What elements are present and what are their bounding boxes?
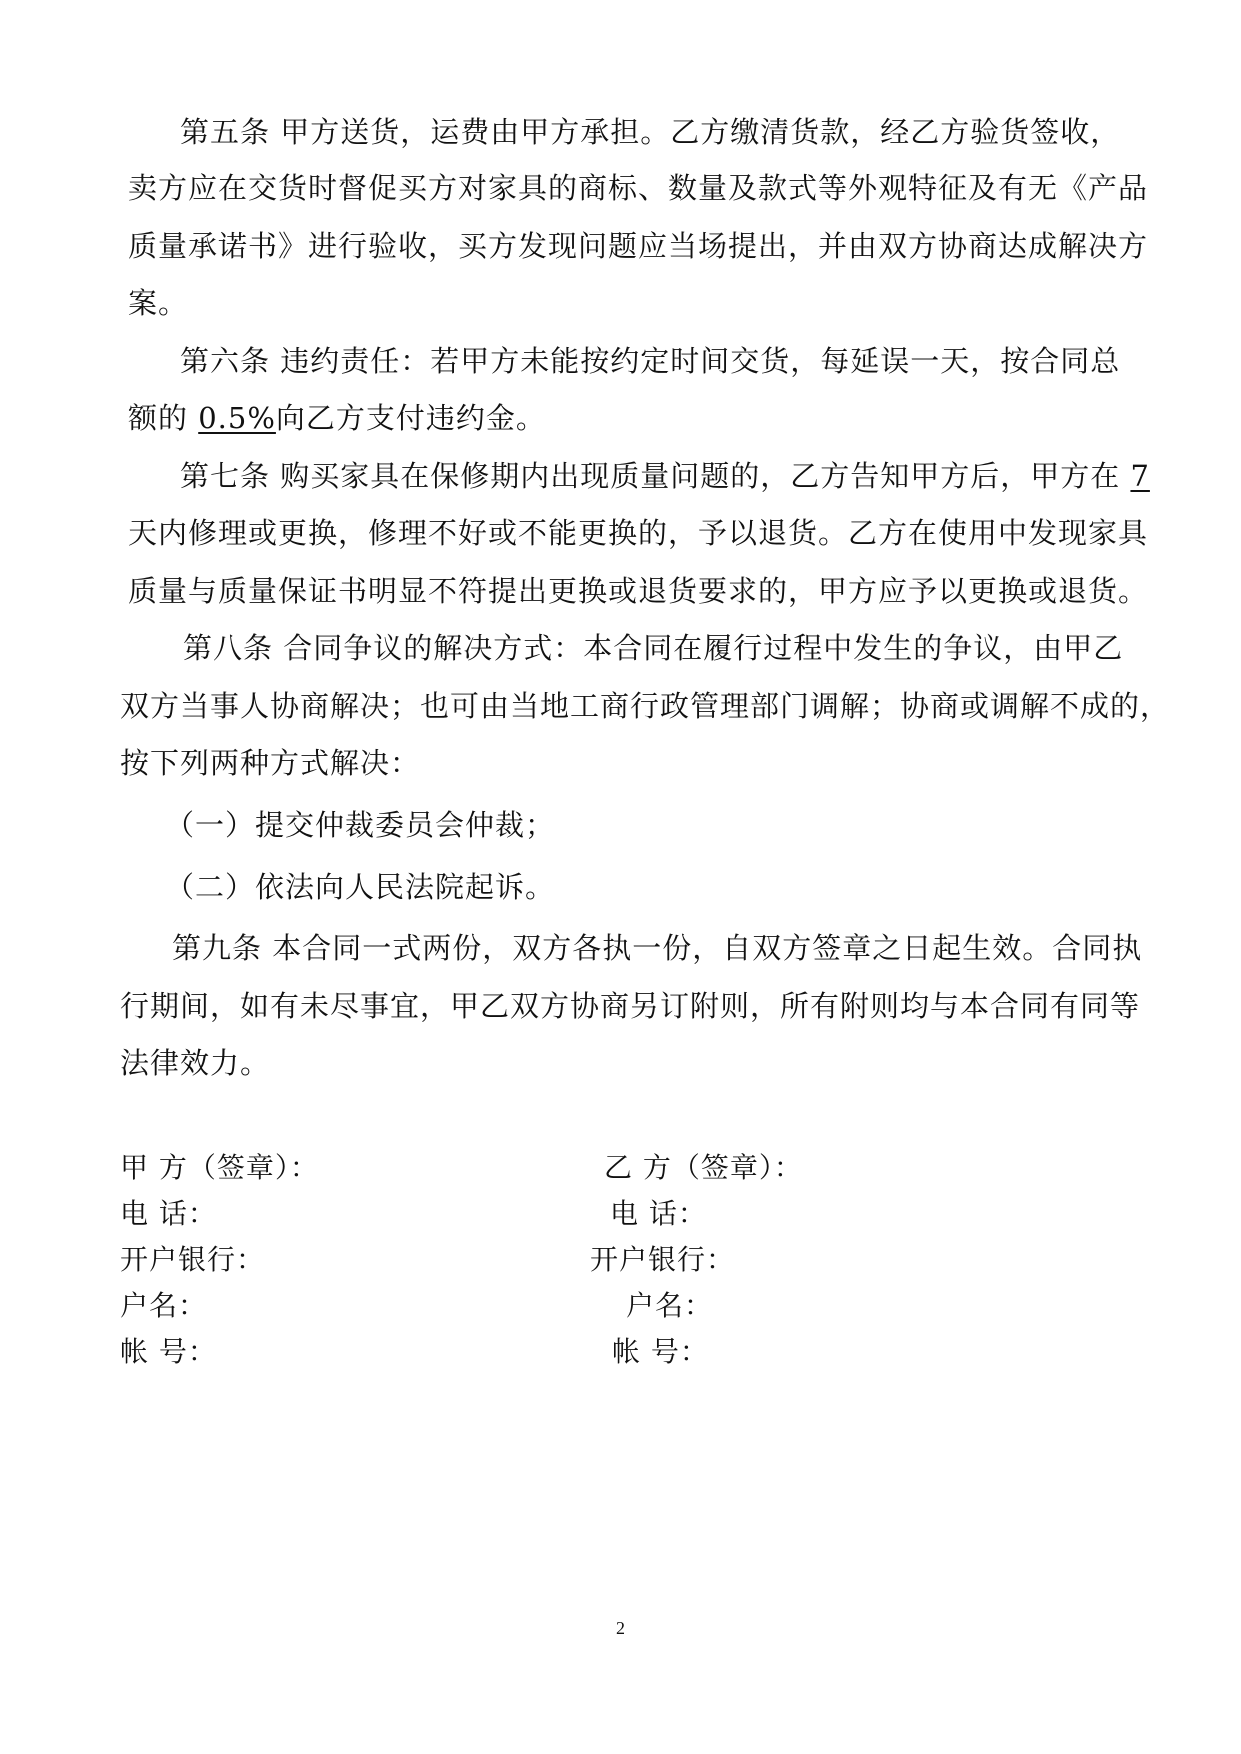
article9-line2: 行期间，如有未尽事宜，甲乙双方协商另订附则，所有附则均与本合同有同等 xyxy=(120,989,1141,1023)
repair-days: 7 xyxy=(1130,459,1150,493)
article5-line1: 第五条 甲方送货，运费由甲方承担。乙方缴清货款，经乙方验货签收， xyxy=(180,115,1121,149)
party-a-account-name-label: 户名： xyxy=(120,1289,208,1322)
article8-line2: 双方当事人协商解决；也可由当地工商行政管理部门调解；协商或调解不成的， xyxy=(120,689,1171,723)
party-a-account-number-label: 帐 号： xyxy=(120,1335,217,1368)
article6-line2-suffix: 向乙方支付违约金。 xyxy=(275,401,546,435)
article5-line4: 案。 xyxy=(128,286,189,320)
article8-line3: 按下列两种方式解决： xyxy=(120,746,421,780)
article8-option1: （一）提交仲裁委员会仲裁； xyxy=(165,808,556,842)
party-b-account-name-label: 户名： xyxy=(626,1289,714,1322)
article7-line1 xyxy=(180,456,1150,496)
party-a-phone-label: 电 话： xyxy=(120,1197,217,1230)
article6-line2-prefix: 额的 xyxy=(128,401,199,435)
party-b-bank-label: 开户银行： xyxy=(590,1243,736,1276)
article8-line1: 第八条 合同争议的解决方式：本合同在履行过程中发生的争议，由甲乙 xyxy=(183,631,1124,665)
article7-line1-prefix: 第七条 购买家具在保修期内出现质量问题的，乙方告知甲方后，甲方在 xyxy=(180,459,1131,493)
article5-line2: 卖方应在交货时督促买方对家具的商标、数量及款式等外观特征及有无《产品 xyxy=(128,171,1149,205)
page-number: 2 xyxy=(616,1618,625,1638)
article8-option2: （二）依法向人民法院起诉。 xyxy=(165,870,556,904)
article7-line2: 天内修理或更换，修理不好或不能更换的，予以退货。乙方在使用中发现家具 xyxy=(128,516,1149,550)
party-b-phone-label: 电 话： xyxy=(610,1197,707,1230)
article5-line3: 质量承诺书》进行验收，买方发现问题应当场提出，并由双方协商达成解决方 xyxy=(128,229,1149,263)
party-b-signature-label: 乙 方（签章）： xyxy=(604,1151,803,1184)
party-a-bank-label: 开户银行： xyxy=(120,1243,266,1276)
article9-line3: 法律效力。 xyxy=(120,1046,271,1080)
party-b-account-number-label: 帐 号： xyxy=(612,1335,709,1368)
article6-line2 xyxy=(128,398,546,438)
party-a-signature-label: 甲 方（签章）： xyxy=(120,1151,319,1184)
article6-line1: 第六条 违约责任：若甲方未能按约定时间交货，每延误一天，按合同总 xyxy=(180,344,1121,378)
penalty-rate: 0.5% xyxy=(198,401,276,435)
article7-line3: 质量与质量保证书明显不符提出更换或退货要求的，甲方应予以更换或退货。 xyxy=(128,574,1149,608)
article9-line1: 第九条 本合同一式两份，双方各执一份，自双方签章之日起生效。合同执 xyxy=(172,931,1143,965)
